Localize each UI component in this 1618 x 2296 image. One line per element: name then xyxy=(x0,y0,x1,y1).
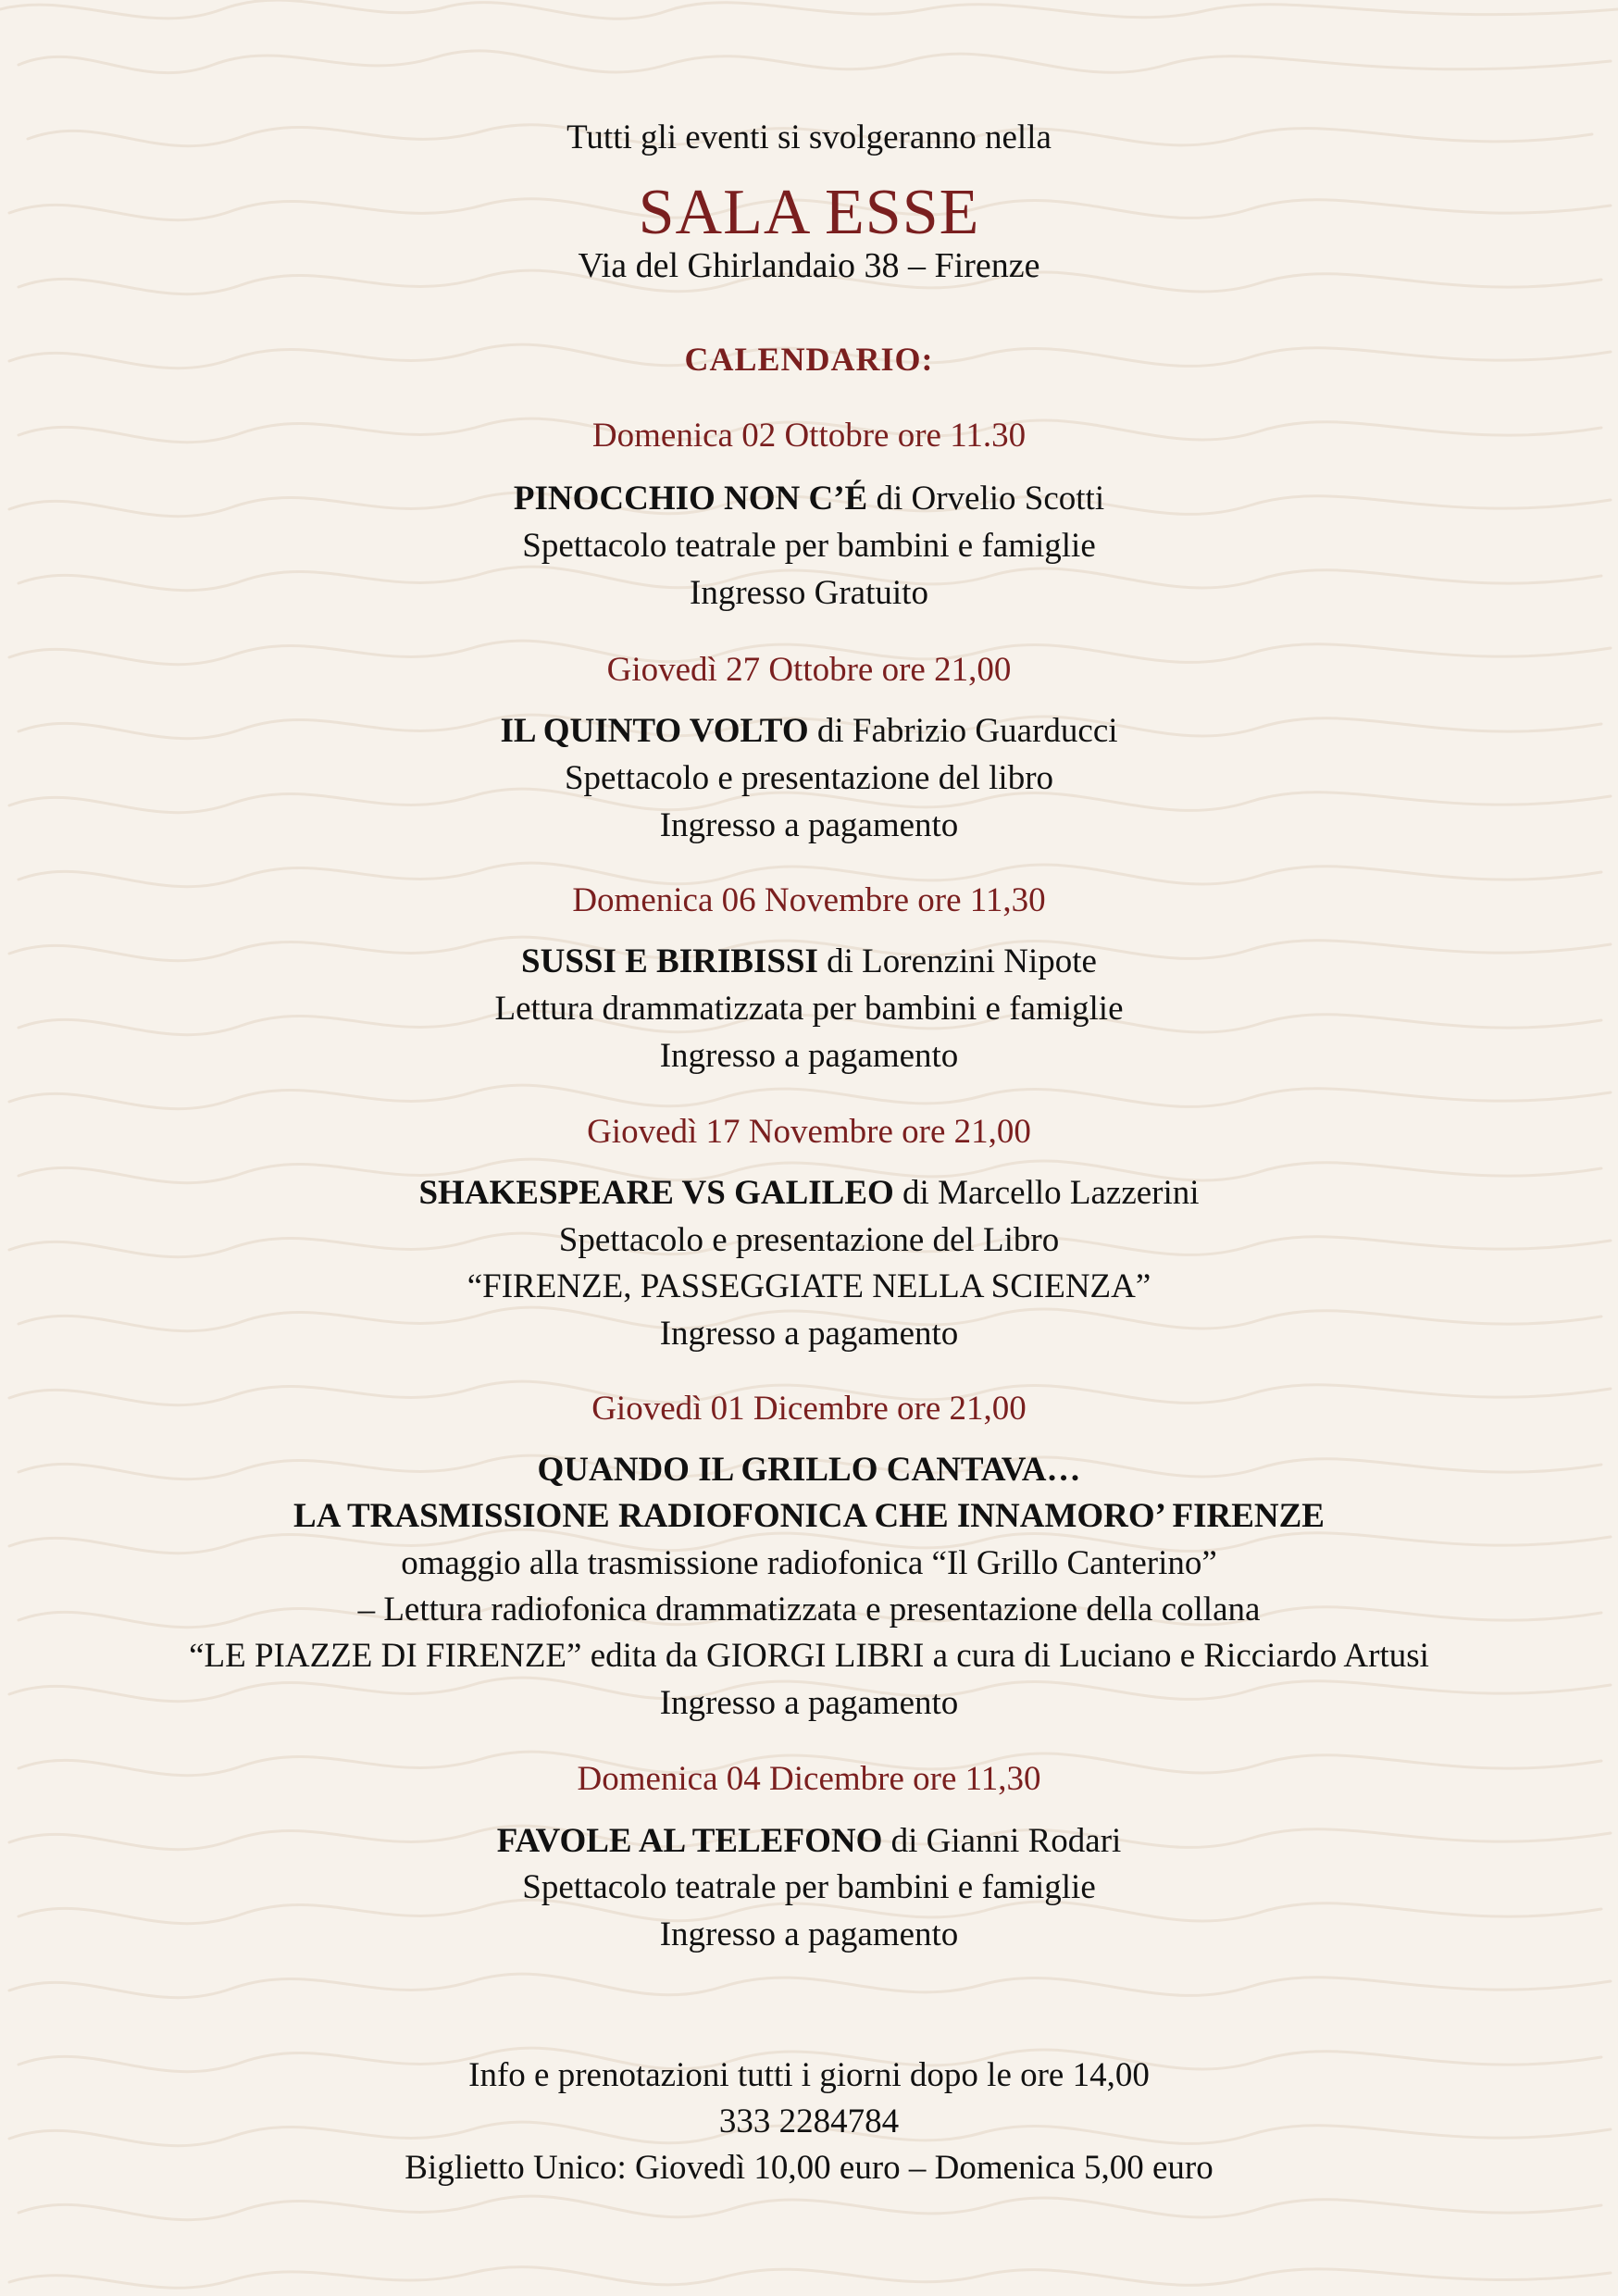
event-title-line xyxy=(0,1453,1618,1487)
phone-number: 333 2284784 xyxy=(718,2103,900,2140)
event-entry: Ingresso Gratuito xyxy=(690,574,928,612)
event-author: di Marcello Lazzerini xyxy=(893,1174,1200,1212)
event-entry: Ingresso a pagamento xyxy=(659,1915,959,1953)
event-description: omaggio alla trasmissione radiofonica “Il Grillo Canterino” xyxy=(401,1544,1217,1582)
event-description: Spettacolo teatrale per bambini e famiglie xyxy=(522,527,1096,565)
venue-address: Via del Ghirlandaio 38 – Firenze xyxy=(578,246,1040,285)
event-title: FAVOLE AL TELEFONO xyxy=(496,1822,883,1860)
event-author: di Orvelio Scotti xyxy=(867,480,1105,518)
event-entry: Ingresso a pagamento xyxy=(659,1684,959,1722)
event-author: di Fabrizio Guarducci xyxy=(808,712,1118,750)
event-author: di Lorenzini Nipote xyxy=(817,942,1097,980)
event-date: Domenica 04 Dicembre ore 11,30 xyxy=(577,1760,1041,1798)
ticket-price: Biglietto Unico: Giovedì 10,00 euro – Domenica 5,00 euro xyxy=(404,2149,1214,2187)
event-description: Spettacolo e presentazione del libro xyxy=(564,759,1054,797)
calendar-heading: CALENDARIO: xyxy=(684,341,934,378)
event-title-line xyxy=(0,481,1618,516)
venue-name: SALA ESSE xyxy=(638,177,980,248)
event-title: SUSSI E BIRIBISSI xyxy=(521,942,818,980)
event-entry: Ingresso a pagamento xyxy=(659,1315,959,1353)
event-title: QUANDO IL GRILLO CANTAVA… xyxy=(537,1451,1081,1489)
intro-text: Tutti gli eventi si svolgeranno nella xyxy=(566,119,1052,156)
event-title: SHAKESPEARE VS GALILEO xyxy=(418,1174,894,1212)
event-date: Domenica 02 Ottobre ore 11.30 xyxy=(591,417,1027,455)
event-entry: Ingresso a pagamento xyxy=(659,1037,959,1075)
info-text: Info e prenotazioni tutti i giorni dopo le ore 14,00 xyxy=(468,2056,1150,2094)
event-title: IL QUINTO VOLTO xyxy=(500,712,809,750)
event-description: Lettura drammatizzata per bambini e famiglie xyxy=(494,990,1124,1028)
event-description: Spettacolo e presentazione del Libro xyxy=(558,1221,1060,1259)
event-date: Giovedì 01 Dicembre ore 21,00 xyxy=(591,1390,1027,1428)
event-entry: Ingresso a pagamento xyxy=(659,806,959,844)
event-title-line xyxy=(0,1176,1618,1210)
event-date: Giovedì 27 Ottobre ore 21,00 xyxy=(606,651,1012,689)
event-title-line xyxy=(0,1499,1618,1533)
event-date: Giovedì 17 Novembre ore 21,00 xyxy=(587,1113,1031,1151)
event-description: “FIRENZE, PASSEGGIATE NELLA SCIENZA” xyxy=(467,1267,1151,1305)
event-title-line xyxy=(0,1824,1618,1858)
event-title: LA TRASMISSIONE RADIOFONICA CHE INNAMORO’ FIRENZE xyxy=(293,1497,1325,1535)
event-description: Spettacolo teatrale per bambini e famiglie xyxy=(522,1868,1096,1906)
event-title-line xyxy=(0,714,1618,748)
event-title-line xyxy=(0,944,1618,979)
event-date: Domenica 06 Novembre ore 11,30 xyxy=(572,881,1046,919)
event-author: di Gianni Rodari xyxy=(882,1822,1122,1860)
event-title: PINOCCHIO NON C’É xyxy=(513,480,868,518)
event-description: “LE PIAZZE DI FIRENZE” edita da GIORGI LIBRI a cura di Luciano e Ricciardo Artusi xyxy=(189,1637,1429,1675)
event-description: – Lettura radiofonica drammatizzata e presentazione della collana xyxy=(357,1591,1261,1628)
